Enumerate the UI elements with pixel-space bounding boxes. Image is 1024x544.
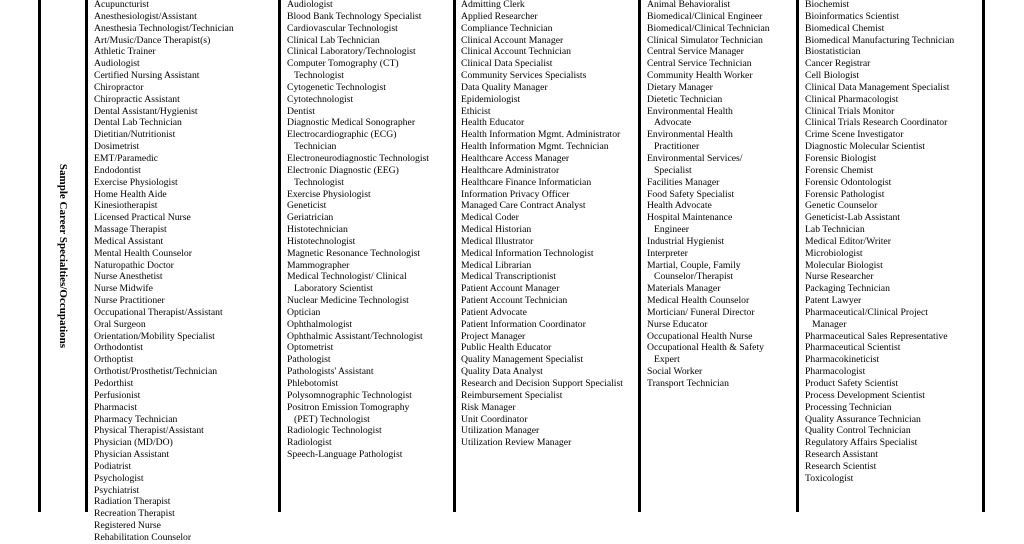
occupation-item: Orthotist/Prosthetist/Technician [94,366,218,378]
occupation-item: Technologist [294,176,344,188]
occupation-item: Pharmaceutical/Clinical Project [805,306,928,318]
occupation-item: Expert [654,354,680,366]
occupation-item: Laboratory Scientist [294,283,373,295]
occupation-item: Mental Health Counselor [94,247,192,259]
occupation-item: Forensic Biologist [805,152,877,164]
occupation-item: Materials Manager [647,283,721,295]
occupation-item: Geneticist [287,200,327,212]
occupation-item: Admitting Clerk [461,0,525,10]
occupation-item: Quality Data Analyst [461,366,543,378]
occupation-item: Blood Bank Technology Specialist [287,10,422,22]
occupation-item: Mammographer [287,259,350,271]
occupation-item: Pedorthist [94,378,134,389]
occupation-item: Martial, Couple, Family [647,259,741,271]
occupation-item: Ophthalmic Assistant/Technologist [287,330,423,342]
occupation-item: Packaging Technician [805,283,890,295]
occupation-column-4 [647,0,770,390]
occupation-item: Health Educator [461,117,525,129]
occupation-item: Specialist [654,164,692,176]
occupation-item: Process Development Scientist [805,389,925,401]
occupation-item: Orthodontist [94,342,143,354]
occupation-item: Medical Technologist/ Clinical [287,271,407,283]
occupation-item: Dosimetrist [94,141,140,153]
occupation-item: Physician (MD/DO) [94,437,173,449]
occupation-item: Utilization Manager [461,425,540,437]
occupation-item: Clinical Simulator Technician [647,34,763,46]
occupation-item: Molecular Biologist [805,259,883,271]
occupation-item: Unit Coordinator [461,413,528,425]
occupation-item: Environmental Services/ [647,152,743,164]
occupation-item: Podiatrist [94,460,132,472]
occupation-item: Registered Nurse [94,520,161,532]
occupation-item: Interpreter [647,247,688,259]
occupation-item: Biomedical Chemist [805,22,885,34]
occupation-item: Technologist [294,70,344,82]
occupation-column-1 [94,0,234,544]
occupation-item: Physician Assistant [94,449,170,461]
occupation-item: Ophthalmologist [287,318,353,330]
occupation-item: Bioinformatics Scientist [805,10,899,22]
occupation-item: Hospital Maintenance [647,212,733,224]
occupation-item: Clinical Pharmacologist [805,93,899,105]
occupation-item: Nurse Midwife [94,283,153,295]
occupation-item: Health Information Mgmt. Administrator [461,129,621,141]
occupation-item: Clinical Data Specialist [461,58,553,70]
occupation-item: Transport Technician [647,378,729,389]
occupation-item: Ethicist [461,105,491,117]
occupation-item: Risk Manager [461,401,516,413]
occupation-item: Dentist [287,105,315,117]
occupation-item: Medical Historian [461,224,532,236]
occupation-item: Pathologist [287,354,331,366]
occupation-item: Cancer Registrar [805,58,871,70]
occupation-item: Medical Illustrator [461,235,534,247]
occupation-item: Advocate [654,117,692,129]
occupation-item: Clinical Lab Technician [287,34,380,46]
occupation-item: Radiologist [287,437,332,449]
occupation-item: Biochemist [805,0,850,10]
occupation-item: Pharmacist [94,401,138,413]
occupation-item: Research Assistant [805,449,878,461]
occupation-item: Clinical Trials Monitor [805,105,895,117]
occupation-item: Exercise Physiologist [287,188,371,200]
occupation-item: Product Safety Scientist [805,378,899,389]
occupation-item: Psychologist [94,472,144,484]
occupation-item: Electroneurodiagnostic Technologist [287,152,429,164]
occupation-item: Healthcare Access Manager [461,152,570,164]
occupation-item: Forensic Pathologist [805,188,885,200]
occupation-item: Healthcare Administrator [461,164,560,176]
occupation-item: Community Health Worker [647,70,753,82]
occupation-item: Medical Information Technologist [461,247,594,259]
occupation-item: Medical Editor/Writer [805,235,891,247]
occupation-item: Recreation Therapist [94,508,175,520]
occupation-item: Medical Assistant [94,235,164,247]
occupation-item: Occupational Therapist/Assistant [94,306,223,318]
occupation-item: Audiologist [94,58,140,70]
occupation-item: Forensic Chemist [805,164,874,176]
occupation-item: Engineer [654,224,689,236]
occupation-item: Central Service Technician [647,58,752,70]
occupation-item: Cardiovascular Technologist [287,22,398,34]
occupation-item: Lab Technician [805,224,865,236]
occupation-item: Clinical Data Management Specialist [805,81,950,93]
occupation-item: Clinical Trials Research Coordinator [805,117,948,129]
occupation-item: Project Manager [461,330,526,342]
occupation-item: Data Quality Manager [461,81,548,93]
occupation-item: Patient Information Coordinator [461,318,586,330]
occupation-item: Central Service Manager [647,46,744,58]
column-divider-2 [278,0,281,512]
occupation-item: Facilities Manager [647,176,720,188]
occupation-item: Patient Advocate [461,306,527,318]
occupation-item: Clinical Laboratory/Technologist [287,46,416,58]
occupation-item: Physical Therapist/Assistant [94,425,204,437]
occupation-item: Perfusionist [94,389,141,401]
occupation-item: Patent Lawyer [805,295,862,307]
column-divider-5 [796,0,799,512]
occupation-item: Processing Technician [805,401,892,413]
occupation-item: Rehabilitation Counselor [94,531,192,543]
occupation-item: Positron Emission Tomography [287,401,410,413]
occupation-item: Orientation/Mobility Specialist [94,330,215,342]
occupation-item: Animal Behavioralist [647,0,731,10]
occupation-item: Geriatrician [287,212,334,224]
occupation-item: Mortician/ Funeral Director [647,306,755,318]
occupation-item: Biostatistician [805,46,861,58]
column-divider-4 [638,0,641,512]
occupation-item: Computer Tomography (CT) [287,58,399,70]
occupation-item: Managed Care Contract Analyst [461,200,586,212]
occupation-item: Dental Lab Technician [94,117,182,129]
occupation-item: Pharmacy Technician [94,413,178,425]
occupation-item: Phlebotomist [287,378,339,389]
occupation-item: Cytogenetic Technologist [287,81,386,93]
occupation-item: Compliance Technician [461,22,553,34]
occupation-item: Radiologic Technologist [287,425,382,437]
occupation-item: Art/Music/Dance Therapist(s) [94,34,211,46]
occupation-item: Nurse Researcher [805,271,874,283]
occupation-item: Counselor/Therapist [654,271,734,283]
occupation-item: Dental Assistant/Hygienist [94,105,198,117]
occupation-item: Regulatory Affairs Specialist [805,437,918,449]
occupation-item: Anesthesia Technologist/Technician [94,22,234,34]
occupation-item: Health Advocate [647,200,712,212]
occupation-item: Industrial Hygienist [647,235,725,247]
occupation-item: Occupational Health & Safety [647,342,765,354]
occupation-item: Dietary Manager [647,81,713,93]
occupation-item: Practitioner [654,141,700,153]
occupation-item: Medical Health Counselor [647,295,750,307]
occupation-item: Medical Librarian [461,259,532,271]
occupation-item: Anesthesiologist/Assistant [94,10,197,22]
occupation-item: Cell Biologist [805,70,860,82]
occupation-item: Histotechnologist [287,235,356,247]
occupation-item: Environmental Health [647,105,733,117]
occupation-item: Information Privacy Officer [461,188,570,200]
occupation-item: Dietitian/Nutritionist [94,129,176,141]
occupation-item: Forensic Odontologist [805,176,892,188]
occupation-item: Toxicologist [805,472,854,484]
occupation-item: Reimbursement Specialist [461,389,563,401]
occupation-item: Chiropractor [94,81,144,93]
occupation-item: (PET) Technologist [294,413,370,425]
occupation-item: Technician [294,141,337,153]
occupation-item: Massage Therapist [94,224,167,236]
occupation-item: Oral Surgeon [94,318,146,330]
occupation-item: Food Safety Specialist [647,188,735,200]
occupation-item: Crime Scene Investigator [805,129,904,141]
occupation-item: Psychiatrist [94,484,140,496]
occupation-item: Home Health Aide [94,188,167,200]
occupation-item: Exercise Physiologist [94,176,178,188]
occupation-column-5 [805,0,954,485]
occupation-item: EMT/Paramedic [94,152,159,164]
occupation-item: Patient Account Technician [461,295,568,307]
occupation-item: Nurse Educator [647,318,708,330]
occupation-item: Occupational Health Nurse [647,330,753,342]
occupation-item: Public Health Educator [461,342,552,354]
occupation-item: Clinical Account Manager [461,34,564,46]
occupation-item: Social Worker [647,366,703,378]
occupation-item: Genetic Counselor [805,200,878,212]
occupation-item: Biomedical/Clinical Engineer [647,10,763,22]
occupation-item: Kinesiotherapist [94,200,158,212]
column-divider-3 [453,0,456,512]
occupation-item: Patient Account Manager [461,283,560,295]
occupation-item: Electronic Diagnostic (EEG) [287,164,399,176]
occupation-item: Polysomnographic Technologist [287,389,412,401]
occupation-item: Naturopathic Doctor [94,259,174,271]
occupation-item: Clinical Account Technician [461,46,571,58]
occupation-item: Healthcare Finance Informatician [461,176,592,188]
occupation-item: Quality Management Specialist [461,354,584,366]
row-label-cell [39,0,86,512]
occupation-item: Diagnostic Medical Sonographer [287,117,416,129]
occupation-item: Research Scientist [805,460,877,472]
occupation-item: Quality Control Technician [805,425,911,437]
occupation-item: Nurse Anesthetist [94,271,163,283]
occupation-column-3 [461,0,623,449]
occupation-item: Geneticist-Lab Assistant [805,212,900,224]
occupation-item: Orthoptist [94,354,134,366]
occupation-item: Chiropractic Assistant [94,93,180,105]
occupation-item: Health Information Mgmt. Technician [461,141,609,153]
occupation-item: Quality Assurance Technician [805,413,921,425]
occupation-item: Medical Transcriptionist [461,271,556,283]
occupation-item: Athletic Trainer [94,46,156,58]
occupation-item: Acupuncturist [94,0,149,10]
occupation-item: Pathologists' Assistant [287,366,374,378]
occupation-item: Optician [287,306,321,318]
occupation-item: Nuclear Medicine Technologist [287,295,409,307]
occupation-item: Pharmaceutical Scientist [805,342,901,354]
occupation-item: Cytotechnologist [287,93,354,105]
table-border-right [982,0,985,512]
occupation-item: Licensed Practical Nurse [94,212,191,224]
occupation-item: Environmental Health [647,129,733,141]
occupation-item: Electrocardiographic (ECG) [287,129,397,141]
occupation-item: Endodontist [94,164,141,176]
occupation-item: Radiation Therapist [94,496,171,508]
occupation-item: Diagnostic Molecular Scientist [805,141,925,153]
occupation-item: Research and Decision Support Specialist [461,378,623,389]
occupation-item: Speech-Language Pathologist [287,449,403,461]
occupation-item: Magnetic Resonance Technologist [287,247,421,259]
occupation-item: Medical Coder [461,212,519,224]
occupation-item: Epidemiologist [461,93,521,105]
occupation-item: Community Services Specialists [461,70,587,82]
occupation-item: Optometrist [287,342,334,354]
occupation-column-2 [287,0,429,461]
occupation-item: Nurse Practitioner [94,295,165,307]
row-label: Sample Career Specialties/Occupations [56,163,69,349]
occupation-item: Biomedical/Clinical Technician [647,22,770,34]
occupation-item: Pharmaceutical Sales Representative [805,330,948,342]
occupation-item: Biomedical Manufacturing Technician [805,34,955,46]
occupation-item: Pharmacologist [805,366,866,378]
occupation-item: Certified Nursing Assistant [94,70,200,82]
occupation-item: Audiologist [287,0,333,10]
occupation-item: Microbiologist [805,247,863,259]
occupation-item: Dietetic Technician [647,93,723,105]
occupation-item: Utilization Review Manager [461,437,572,449]
occupation-item: Pharmacokineticist [805,354,880,366]
occupation-item: Manager [812,318,847,330]
occupation-item: Histotechnician [287,224,348,236]
occupation-item: Applied Researcher [461,10,538,22]
